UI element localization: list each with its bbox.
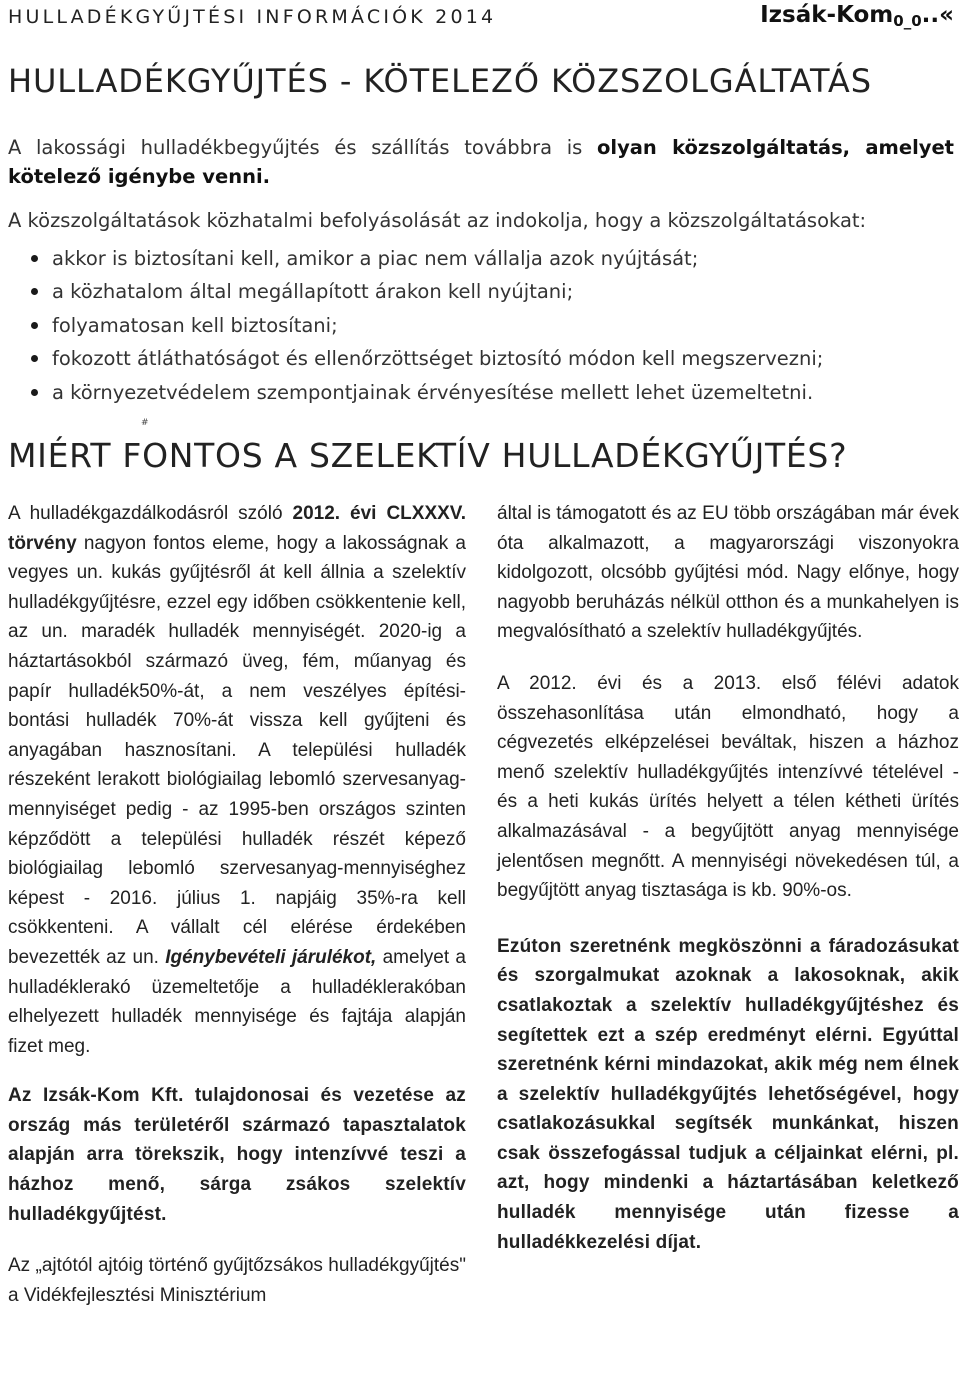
- right-paragraph-2: A 2012. évi és a 2013. első félévi adatok összehasonlítása után elmondható, hogy a cégvezetés elképzelései beváltak, hiszen a házhoz menő szelektív hulladékgyűjtés intenzívvé tételével - és a heti kukás ürítés helyett a télen kétheti ürítés alkalmazásával - a begyűjtött anyag mennyisége jelentősen megnőtt. A mennyiségi növekedésen túl, a begyűjtött anyag tisztasága is kb. 90%-os.: [497, 672, 959, 902]
- text-run: amelyet a hulladéklerakó üzemeltetője a hulladéklerakóban elhelyezett hulladék mennyisége és fajtája alapján fizet meg.: [8, 946, 466, 1057]
- list-item-text: akkor is biztosítani kell, amikor a piac nem vállalja azok nyújtását;: [52, 247, 699, 270]
- list-item: [8, 242, 954, 275]
- intro-paragraph: [8, 133, 954, 191]
- list-item: [8, 275, 954, 308]
- bullet-icon: [31, 288, 38, 295]
- list-item-text: folyamatosan kell biztosítani;: [52, 313, 338, 337]
- bullet-icon: [31, 389, 38, 396]
- bullet-list: [8, 242, 954, 409]
- list-item-text: fokozott átláthatóságot és ellenőrzöttséget biztosító módon kell megszervezni;: [52, 347, 824, 371]
- running-header-title: HULLADÉKGYŰJTÉSI INFORMÁCIÓK 2014: [8, 6, 497, 28]
- right-column: [497, 499, 959, 1257]
- brand-logo: [760, 2, 954, 30]
- lead-sentence: A közszolgáltatások közhatalmi befolyásolását az indokolja, hogy a közszolgáltatásokat:: [8, 209, 867, 232]
- left-paragraph-3: Az „ajtótól ajtóig történő gyűjtőzsákos hulladékgyűjtés" a Vidékfejlesztési Minisztérium: [8, 1255, 466, 1306]
- list-item-text: a környezetvédelem szempontjainak érvényesítése mellett lehet üzemeltetni.: [52, 380, 814, 404]
- bullet-icon: [31, 355, 38, 362]
- brand-tail: ..«: [921, 2, 954, 28]
- bullet-icon: [31, 322, 38, 329]
- list-item: [8, 376, 954, 409]
- left-paragraph-1: [8, 499, 466, 1061]
- section-title-why-selective: MIÉRT FONTOS A SZELEKTÍV HULLADÉKGYŰJTÉS?: [8, 436, 848, 475]
- bullet-icon: [31, 255, 38, 262]
- left-paragraph-2: Az Izsák-Kom Kft. tulajdonosai és vezetése az ország más területéről származó tapasztalatok alapján arra törekszik, hogy intenzívvé teszi a házhoz menő, sárga zsákos szelektív hulladékgyűjtést.: [8, 1085, 466, 1225]
- right-paragraph-1: által is támogatott és az EU több országában már évek óta alkalmazott, a magyarországi viszonyokra kidolgozott, olcsóbb gyűjtési mód. Nagy előnye, hogy nagyobb beruházás nélkül otthon és a munkahelyen is megvalósítható a szelektív hulladékgyűjtés.: [497, 503, 959, 643]
- brand-name: Izsák-Kom: [760, 2, 894, 28]
- list-item-text: a közhatalom által megállapított árakon kell nyújtani;: [52, 280, 574, 304]
- list-item: [8, 342, 954, 375]
- brand-suffix: 0_0: [893, 12, 922, 30]
- list-item: [8, 309, 954, 342]
- left-column: [8, 499, 466, 1310]
- levy-term: Igénybevételi járulékot,: [165, 946, 377, 968]
- law-reference: 2012. évi CLXXXV. törvény: [8, 503, 466, 554]
- right-paragraph-3: Ezúton szeretnénk megköszönni a fáradozásukat és szorgalmukat azoknak a lakosoknak, akik csatlakoztak a szelektív hulladékgyűjtéshez és segítettek ezt a szép eredményt elérni. Egyúttal szeretnénk kérni mindazokat, akik még nem élnek a szelektív hulladékgyűjtés lehetőségével, hogy csatlakozásukkal segítsék munkánkat, hiszen csak összefogással tudjuk a céljainkat elérni, pl. azt, hogy mindenki a háztartásában keletkező hulladék mennyisége után fizesse a hulladékkezelési díjat.: [497, 935, 959, 1253]
- intro-bold-text: olyan közszolgáltatás, amelyet kötelező igénybe venni.: [8, 136, 955, 188]
- section-title-mandatory-service: HULLADÉKGYŰJTÉS - KÖTELEZŐ KÖZSZOLGÁLTATÁS: [8, 62, 872, 100]
- stray-mark: #: [141, 418, 149, 428]
- text-run: A hulladékgazdálkodásról szóló: [8, 503, 293, 524]
- intro-plain-text: A lakossági hulladékbegyűjtés és szállítás továbbra is: [8, 136, 597, 159]
- text-run: nagyon fontos eleme, hogy a lakosságnak a vegyes un. kukás gyűjtésről át kell állnia a szelektív hulladékgyűjtésre, ezzel egy időben csökkentenie kell, az un. maradék hulladék mennyiségét. 2020-ig a háztartásokból származó üveg, fém, műanyag és papír hulladék50%-át, a nem veszélyes építési-bontási hulladék 70%-át vissza kell gyűjteni és anyagában hasznosítani. A települési hulladék részeként lerakott biológiailag lebomló szervesanyag-mennyiséget pedig - az 1995-ben országos szinten képződött a települési hulladék részét képező biológiailag lebomló szervesanyag-mennyiséghez képest - 2016. július 1. napjáig 35%-ra kell csökkenteni. A vállalt cél elérése érdekében bevezették az un.: [8, 532, 466, 968]
